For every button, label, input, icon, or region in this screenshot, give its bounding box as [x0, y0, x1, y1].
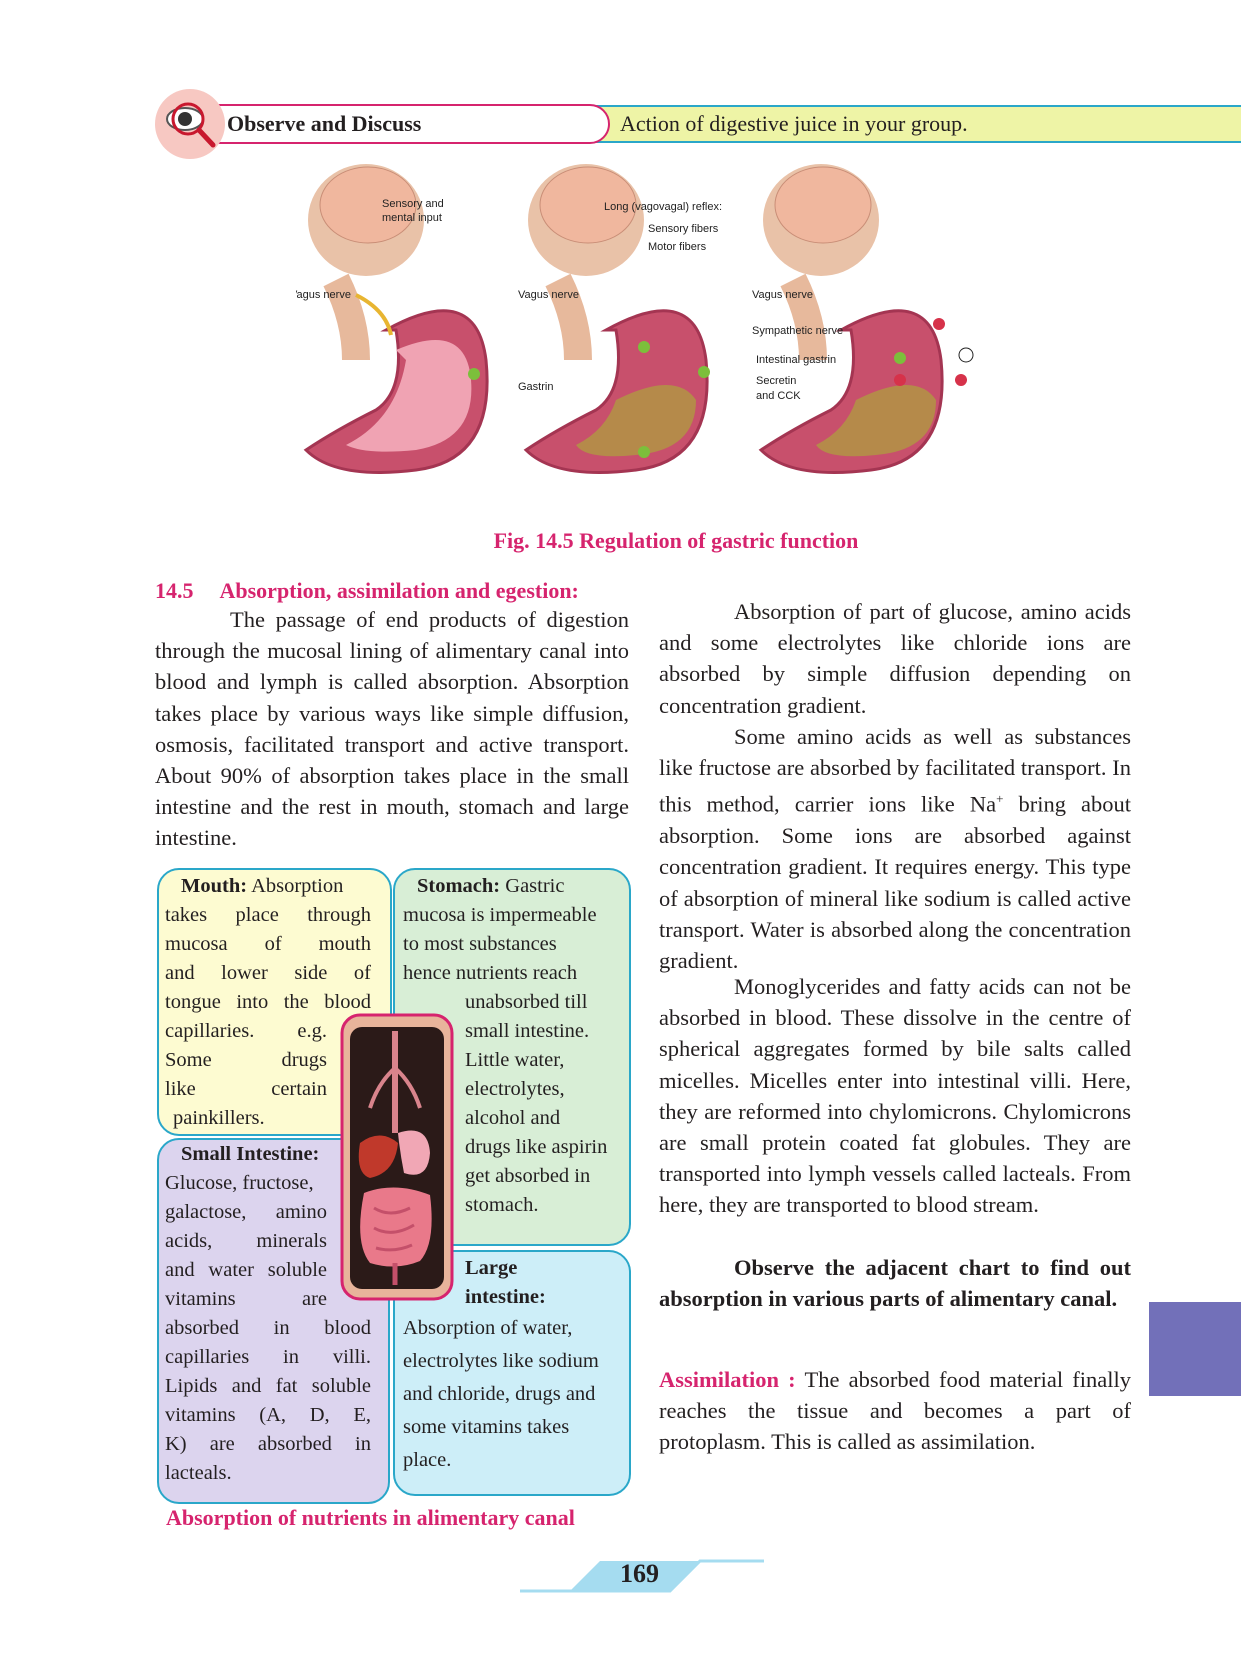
section-paragraph	[155, 604, 629, 854]
mouth-line: capillaries. e.g.	[165, 1020, 327, 1042]
label-sensory-1: Sensory and	[382, 198, 444, 210]
small-line: vitamins are	[165, 1288, 327, 1310]
right-paragraph-2a-text: Some amino acids as well as substances like fructose are absorbed by facilitated transport. In this method, carrier ions like Na	[659, 724, 1131, 817]
large-line: electrolytes like sodium	[403, 1350, 599, 1372]
small-line: galactose, amino	[165, 1201, 327, 1223]
sodium-superscript: +	[996, 791, 1004, 807]
large-line: Absorption of water,	[403, 1317, 573, 1339]
right-paragraph-2	[659, 721, 1131, 976]
magnifier-eye-icon	[155, 89, 225, 159]
label-vagus-1: Vagus nerve	[296, 289, 351, 301]
large-line: some vitamins takes	[403, 1416, 570, 1438]
stomach-line: Little water,	[465, 1049, 565, 1071]
stomach-line: Gastric	[505, 875, 565, 897]
mouth-line: painkillers.	[173, 1107, 265, 1129]
mouth-line: takes place through	[165, 904, 371, 926]
small-intestine-title: Small Intestine:	[181, 1143, 320, 1165]
right-paragraph-1-text: Absorption of part of glucose, amino acids and some electrolytes like chloride ions are absorbed by simple diffusion depending on concentration gradient.	[659, 599, 1131, 718]
large-line: place.	[403, 1449, 452, 1471]
section-title: Absorption, assimilation and egestion:	[219, 578, 579, 603]
mouth-line: mucosa of mouth	[165, 933, 371, 955]
stomach-line: electrolytes,	[465, 1078, 565, 1100]
label-sensory-2: mental input	[382, 212, 442, 224]
small-line: Lipids and fat soluble	[165, 1375, 371, 1397]
small-line: acids, minerals	[165, 1230, 327, 1252]
figure-caption: Fig. 14.5 Regulation of gastric function	[493, 528, 859, 553]
stomach-line: stomach.	[465, 1194, 539, 1216]
stomach-line: small intestine.	[465, 1020, 590, 1042]
stomach-title: Stomach:	[417, 875, 501, 897]
mouth-line: Absorption	[251, 875, 344, 897]
figure-panel-2	[518, 164, 722, 473]
label-secretin-1: Secretin	[756, 375, 797, 387]
label-sensory-fibers: Sensory fibers	[648, 223, 719, 235]
label-intestinal-gastrin: Intestinal gastrin	[756, 354, 837, 366]
right-paragraph-1	[659, 596, 1131, 721]
stomach-line: alcohol and	[465, 1107, 561, 1129]
mouth-line: like certain	[165, 1078, 327, 1100]
section-heading	[155, 578, 579, 604]
right-paragraph-3-text: Monoglycerides and fatty acids can not be absorbed in blood. These dissolve in the centre of spherical aggregates formed by bile salts called micelles. Micelles enter into intestinal villi. Here, they are reformed into chylomicrons. Chylomicrons are small protein coated fat globules. They are transported into lymph vessels called lacteals. From here, they are transported to blood stream.	[659, 974, 1131, 1218]
banner-tag-text: Observe and Discuss	[227, 111, 422, 136]
figure-panel-1	[296, 164, 487, 473]
right-paragraph-4	[659, 1252, 1131, 1314]
mouth-line: Some drugs	[165, 1049, 327, 1071]
stomach-line: hence nutrients reach	[403, 962, 578, 984]
label-motor-fibers: Motor fibers	[648, 241, 707, 253]
right-paragraph-4-text: Observe the adjacent chart to find out absorption in various parts of alimentary canal.	[659, 1255, 1131, 1312]
right-paragraph-3	[659, 971, 1131, 1221]
assimilation-paragraph	[659, 1364, 1131, 1458]
small-line: capillaries in villi.	[165, 1346, 371, 1368]
assimilation-label: Assimilation :	[659, 1367, 796, 1392]
chart-caption: Absorption of nutrients in alimentary canal	[166, 1505, 575, 1530]
section-number: 14.5	[155, 578, 194, 603]
large-line: and chloride, drugs and	[403, 1383, 596, 1405]
mouth-line: tongue into the blood	[165, 991, 371, 1013]
label-vagus-3: Vagus nerve	[752, 289, 813, 301]
small-line: absorbed in blood	[165, 1317, 371, 1339]
small-line: and water soluble	[165, 1259, 327, 1281]
large-intestine-title-2: intestine:	[465, 1286, 546, 1308]
label-sympathetic: Sympathetic nerve	[752, 325, 844, 337]
small-line: K) are absorbed in	[165, 1433, 371, 1455]
label-vagus-2: Vagus nerve	[518, 289, 579, 301]
figure-panel-3	[752, 164, 973, 473]
section-paragraph-text: The passage of end products of digestion through the mucosal lining of alimentary canal into blood and lymph is called absorption. Absorption takes place by various ways like simple diffusion, osmosis, facilitated transport and active transport. About 90% of absorption takes place in the small intestine and the rest in mouth, stomach and large intestine.	[155, 607, 629, 851]
mouth-line: and lower side of	[165, 962, 371, 984]
small-line: Glucose, fructose,	[165, 1172, 314, 1194]
small-line: vitamins (A, D, E,	[165, 1404, 371, 1426]
assimilation-text: The absorbed food material finally reaches the tissue and becomes a part of protoplasm. This is called as assimilation.	[659, 1367, 1131, 1455]
label-reflex: Long (vagovagal) reflex:	[604, 201, 723, 213]
observe-discuss-banner	[155, 103, 1130, 145]
label-secretin-2: and CCK	[756, 390, 801, 402]
mouth-title: Mouth:	[181, 875, 248, 897]
stomach-line: to most substances	[403, 933, 557, 955]
small-line: lacteals.	[165, 1462, 232, 1484]
digestive-system-illustration	[340, 1013, 454, 1301]
stomach-line: unabsorbed till	[465, 991, 588, 1013]
label-gastrin: Gastrin	[518, 381, 554, 393]
stomach-line: get absorbed in	[465, 1165, 591, 1187]
page-number-ribbon	[520, 1557, 770, 1593]
page-number: 169	[620, 1559, 659, 1588]
right-paragraph-2b-text: bring about absorption. Some ions are absorbed against concentration gradient. It requires energy. This type of absorption of mineral like sodium is called active transport. Water is absorbed along the concentration gradient.	[659, 791, 1131, 973]
stomach-line: drugs like aspirin	[465, 1136, 608, 1158]
stomach-line: mucosa is impermeable	[403, 904, 597, 926]
chapter-side-tab	[1149, 1302, 1241, 1396]
large-intestine-title-1: Large	[465, 1257, 518, 1279]
banner-task-text: Action of digestive juice in your group.	[620, 111, 968, 136]
gastric-regulation-figure	[296, 160, 1056, 522]
